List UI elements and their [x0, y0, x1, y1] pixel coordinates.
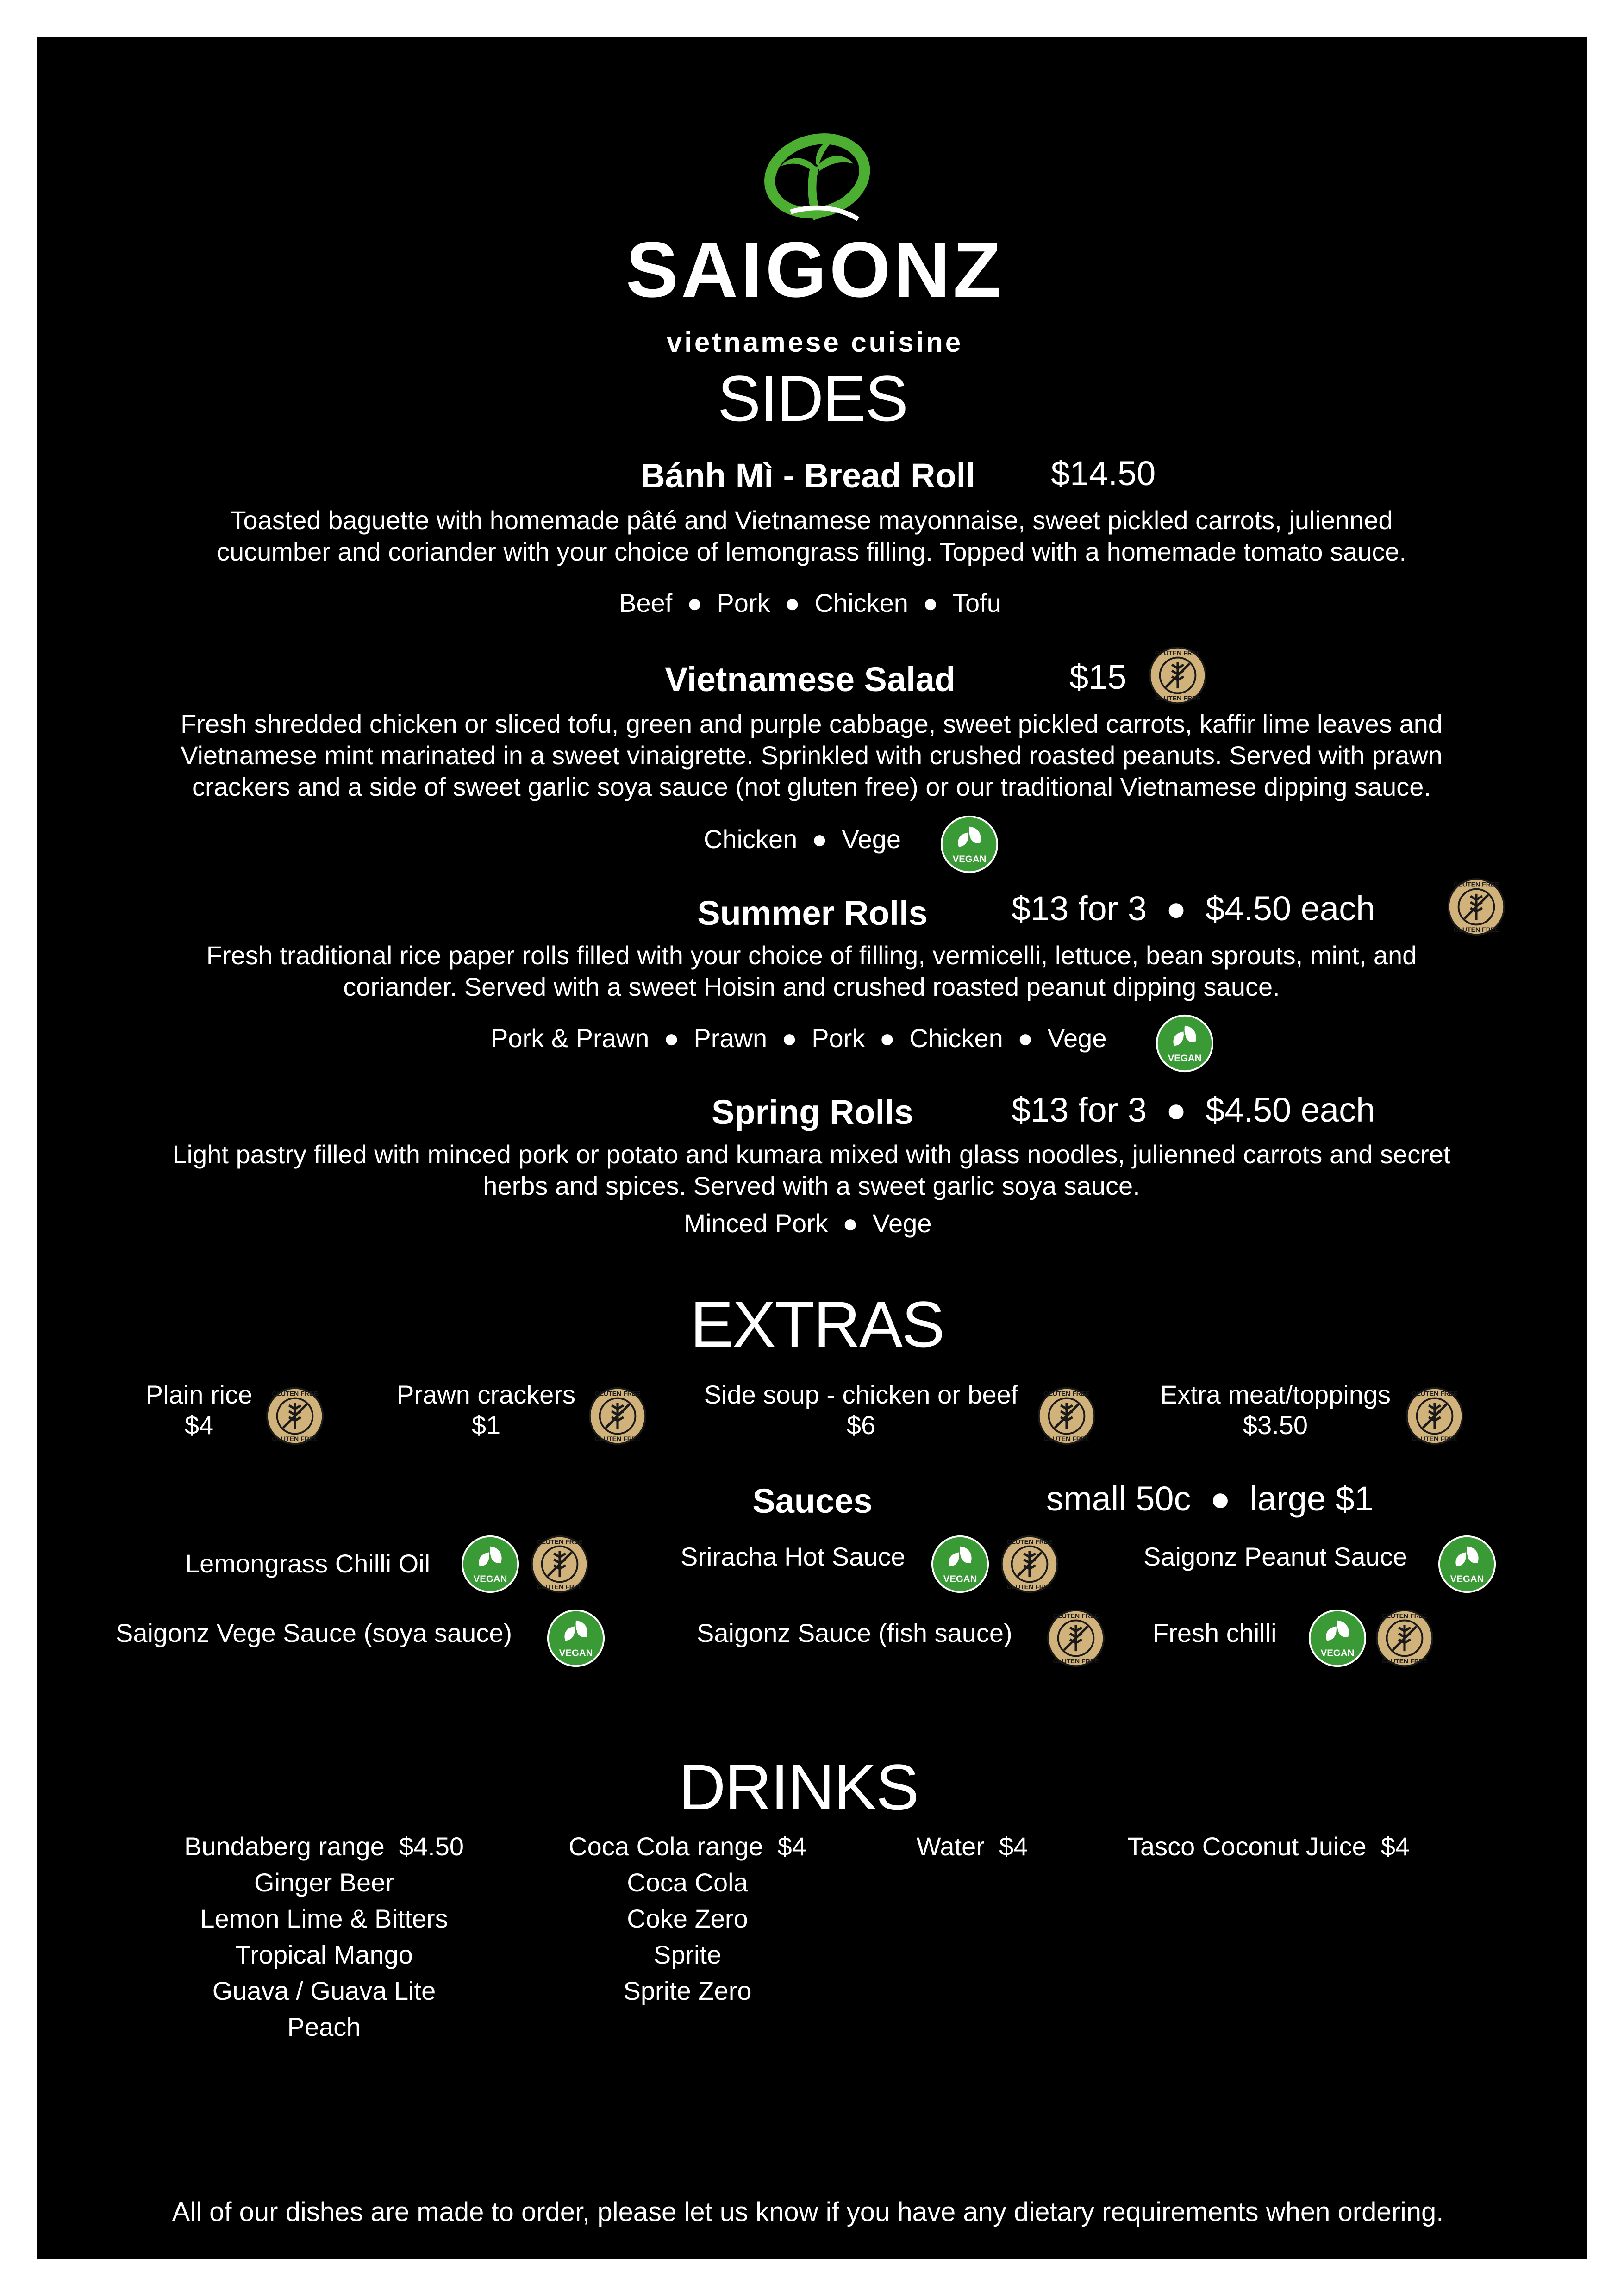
menu-page [37, 37, 1587, 2259]
drinks-range-title: Coca Cola range $4 [568, 1832, 806, 1861]
drinks-coconut-juice: Tasco Coconut Juice $4 [1127, 1832, 1410, 1861]
extra-item-price: $3.50 [1243, 1410, 1308, 1440]
drink-item: Coke Zero [627, 1904, 748, 1933]
gluten-free-icon [1148, 646, 1207, 705]
gluten-free-icon [265, 1386, 325, 1446]
banh-mi-description-line: Toasted baguette with homemade pâté and Vietnamese mayonnaise, sweet pickled carrots, julienned [230, 505, 1393, 535]
gluten-free-icon [1375, 1609, 1434, 1668]
drink-item: Ginger Beer [254, 1868, 394, 1897]
gluten-free-icon [588, 1386, 647, 1446]
gluten-free-icon [1405, 1386, 1464, 1446]
palm-tree-logo-icon [755, 118, 875, 238]
banh-mi-name: Bánh Mì - Bread Roll [640, 456, 975, 495]
sauce-item: Saigonz Peanut Sauce [1143, 1542, 1407, 1571]
spring-rolls-price: $13 for 3 ● $4.50 each [1012, 1091, 1375, 1129]
spring-rolls-name: Spring Rolls [712, 1093, 913, 1131]
extra-item-price: $1 [471, 1410, 501, 1440]
vegan-icon [940, 815, 999, 874]
banh-mi-description-line: cucumber and coriander with your choice of lemongrass filling. Topped with a homemade tomato sauce. [216, 537, 1407, 566]
summer-rolls-options: Pork & Prawn ● Prawn ● Pork ● Chicken ● Vege [491, 1023, 1107, 1053]
drink-item: Sprite [653, 1940, 722, 1969]
salad-price: $15 [1069, 658, 1127, 696]
drinks-column-coca-cola [568, 1828, 806, 2009]
extra-item [1160, 1379, 1391, 1441]
sauce-item: Sriracha Hot Sauce [681, 1542, 906, 1571]
vegan-icon [461, 1535, 520, 1594]
drink-item: Guava / Guava Lite [212, 1976, 436, 2005]
vegan-icon [546, 1609, 606, 1668]
salad-description-line: crackers and a side of sweet garlic soya sauce (not gluten free) or our traditional Vietnamese dipping sauce. [192, 772, 1431, 801]
extra-item-name: Plain rice [145, 1380, 253, 1409]
salad-description-line: Vietnamese mint marinated in a sweet vinaigrette. Sprinkled with crushed roasted peanuts. Served with prawn [181, 741, 1443, 770]
banh-mi-description [71, 505, 1552, 568]
sauce-item: Saigonz Sauce (fish sauce) [697, 1618, 1012, 1647]
extra-item-name: Prawn crackers [397, 1380, 575, 1409]
gluten-free-icon [530, 1535, 589, 1594]
sauce-item: Lemongrass Chilli Oil [185, 1549, 431, 1578]
drink-item: Peach [287, 2012, 361, 2041]
sides-heading: SIDES [717, 362, 908, 435]
drink-item: Lemon Lime & Bitters [200, 1904, 448, 1933]
extra-item-price: $6 [846, 1410, 876, 1440]
sauce-item: Saigonz Vege Sauce (soya sauce) [116, 1618, 512, 1647]
banh-mi-options: Beef ● Pork ● Chicken ● Tofu [619, 588, 1001, 618]
extra-item-name: Side soup - chicken or beef [704, 1380, 1018, 1409]
spring-rolls-description-line: Light pastry filled with minced pork or potato and kumara mixed with glass noodles, julienned carrots and secret [172, 1140, 1451, 1169]
summer-rolls-description [71, 940, 1552, 1003]
brand-tagline: vietnamese cuisine [666, 327, 963, 358]
sauces-heading: Sauces [752, 1482, 873, 1520]
salad-description-line: Fresh shredded chicken or sliced tofu, green and purple cabbage, sweet pickled carrots, kaffir lime leaves and [181, 709, 1443, 738]
salad-name: Vietnamese Salad [665, 660, 956, 699]
drinks-water: Water $4 [916, 1832, 1028, 1861]
extra-item-name: Extra meat/toppings [1160, 1380, 1391, 1409]
summer-rolls-name: Summer Rolls [697, 894, 928, 932]
drink-item: Tropical Mango [235, 1940, 413, 1969]
summer-rolls-price: $13 for 3 ● $4.50 each [1012, 889, 1375, 928]
vegan-icon [1437, 1535, 1497, 1594]
gluten-free-icon [1037, 1386, 1096, 1446]
gluten-free-icon [1046, 1609, 1106, 1668]
drinks-column-bundaberg [184, 1828, 464, 2045]
extra-item [146, 1379, 252, 1441]
summer-rolls-description-line: coriander. Served with a sweet Hoisin and crushed roasted peanut dipping sauce. [343, 972, 1280, 1001]
vegan-icon [1155, 1014, 1214, 1073]
banh-mi-price: $14.50 [1051, 454, 1156, 493]
sauces-price: small 50c ● large $1 [1046, 1479, 1374, 1518]
extra-item [704, 1379, 1018, 1441]
drinks-heading: DRINKS [679, 1751, 918, 1823]
drink-item: Coca Cola [627, 1868, 748, 1897]
extra-item-price: $4 [184, 1410, 214, 1440]
extra-item [397, 1379, 575, 1441]
gluten-free-icon [1447, 877, 1506, 936]
summer-rolls-description-line: Fresh traditional rice paper rolls filled with your choice of filling, vermicelli, lettuce, bean sprouts, mint, and [206, 941, 1417, 970]
vegan-icon [1308, 1609, 1367, 1668]
brand-name: SAIGONZ [625, 226, 1004, 314]
vegan-icon [931, 1535, 990, 1594]
salad-options: Chicken ● Vege [704, 824, 901, 854]
gluten-free-icon [1000, 1535, 1059, 1594]
extras-heading: EXTRAS [690, 1288, 944, 1360]
spring-rolls-options: Minced Pork ● Vege [684, 1209, 932, 1238]
drink-item: Sprite Zero [623, 1976, 752, 2005]
sauce-item: Fresh chilli [1153, 1618, 1277, 1647]
salad-description [71, 708, 1552, 803]
footer-note: All of our dishes are made to order, please let us know if you have any dietary requirements when ordering. [172, 2197, 1444, 2227]
spring-rolls-description [71, 1139, 1552, 1202]
drinks-range-title: Bundaberg range $4.50 [184, 1832, 464, 1861]
spring-rolls-description-line: herbs and spices. Served with a sweet garlic soya sauce. [483, 1171, 1140, 1200]
